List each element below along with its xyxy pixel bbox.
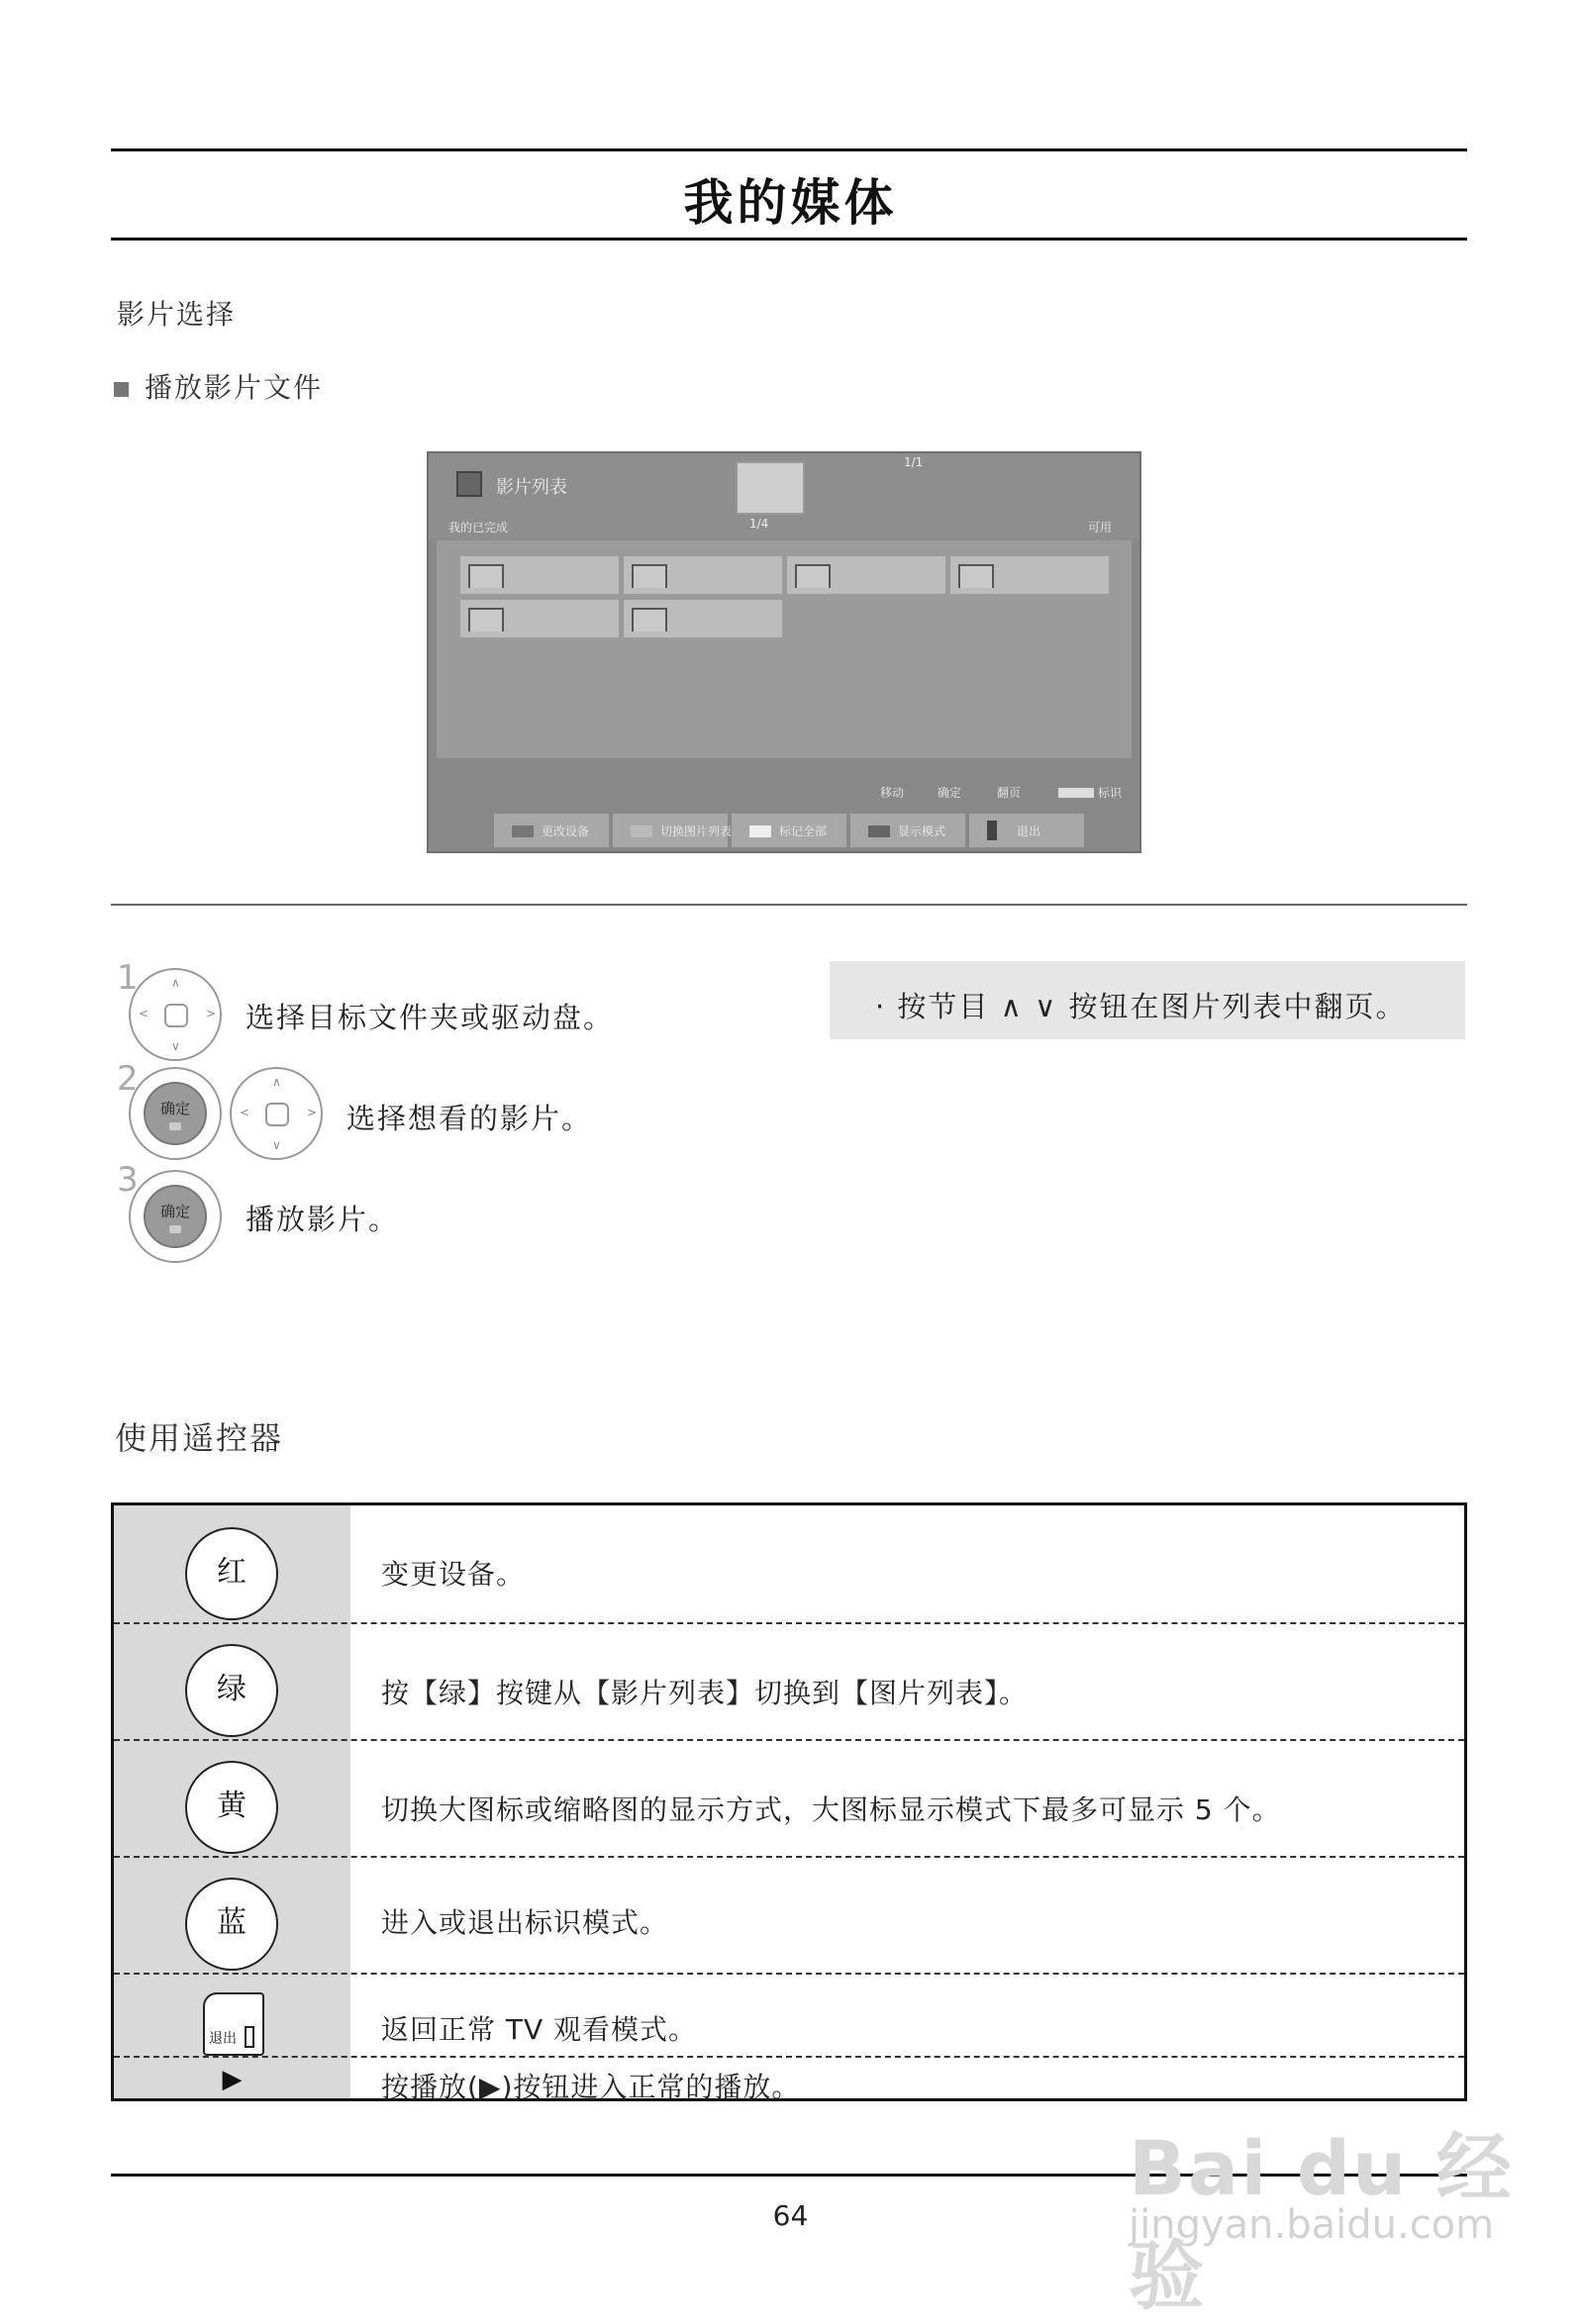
green-button-icon: 绿 <box>185 1644 278 1737</box>
folder-item[interactable] <box>624 600 782 637</box>
hint-mark: 标识 <box>1098 786 1123 800</box>
step-number: 1 <box>117 958 139 998</box>
title-underline <box>111 238 1467 241</box>
btn-mark-all[interactable]: 标记全部 <box>732 814 846 847</box>
btn-display-mode[interactable]: 显示模式 <box>850 814 965 847</box>
screen-path: 我的已完成 <box>448 521 509 534</box>
ok-button-icon: 确定 <box>129 1067 222 1160</box>
folder-icon <box>468 608 504 631</box>
folder-item[interactable] <box>624 556 782 594</box>
section-divider <box>111 904 1467 906</box>
step-number: 2 <box>117 1059 139 1099</box>
step-number: 3 <box>117 1160 139 1200</box>
yellow-button-icon: 黄 <box>185 1761 278 1854</box>
row-separator <box>114 1856 1464 1858</box>
remote-desc-play: 按播放(▶)按钮进入正常的播放。 <box>381 2071 801 2103</box>
ok-button-icon: 确定 <box>129 1170 222 1263</box>
btn-exit[interactable]: 退出 <box>969 814 1084 847</box>
hint-page: 翻页 <box>997 786 1022 800</box>
dpad-icon: ∧ ∨ < > <box>230 1067 323 1160</box>
section-heading-movie-select: 影片选择 <box>117 298 237 331</box>
blue-button-icon: 蓝 <box>185 1878 278 1971</box>
folder-icon <box>632 608 667 631</box>
btn-switch-photo-list[interactable]: 切换图片列表 <box>613 814 728 847</box>
bullet-square-icon <box>114 382 129 397</box>
folder-icon <box>632 564 667 588</box>
screen-title: 影片列表 <box>496 477 567 498</box>
movie-list-screenshot <box>427 451 1141 853</box>
remote-desc-blue: 进入或退出标识模式。 <box>381 1906 669 1939</box>
section-heading-remote: 使用遥控器 <box>115 1419 284 1457</box>
folder-item[interactable] <box>460 556 619 594</box>
step-3-text: 播放影片。 <box>246 1203 400 1236</box>
right-label: 可用 <box>1088 521 1113 534</box>
top-label: 1/1 <box>904 455 924 469</box>
blue-swatch <box>868 825 890 837</box>
dpad-icon: ∧ ∨ < > <box>129 968 222 1061</box>
bullet-text: 播放影片文件 <box>145 371 324 404</box>
row-separator <box>114 1622 1464 1624</box>
remote-desc-green: 按【绿】按键从【影片列表】切换到【图片列表】。 <box>381 1677 1029 1709</box>
exit-button-icon: 退出 <box>203 1992 264 2056</box>
remote-desc-yellow: 切换大图标或缩略图的显示方式，大图标显示模式下最多可显示 5 个。 <box>381 1793 1281 1826</box>
step-1-text: 选择目标文件夹或驱动盘。 <box>246 1001 615 1034</box>
folder-item[interactable] <box>950 556 1109 594</box>
red-swatch <box>512 825 534 837</box>
watermark-logo: Bai du 经验 <box>1129 2124 1514 2320</box>
row-separator <box>114 1739 1464 1741</box>
btn-change-device[interactable]: 更改设备 <box>494 814 609 847</box>
top-rule <box>111 148 1467 151</box>
exit-swatch <box>987 821 997 840</box>
folder-item[interactable] <box>787 556 945 594</box>
row-separator <box>114 2056 1464 2058</box>
preview-folder-icon <box>736 461 805 515</box>
bullet-play-movie <box>114 366 323 406</box>
step-2-text: 选择想看的影片。 <box>346 1102 593 1135</box>
hint-move: 移动 <box>880 786 905 800</box>
red-button-icon: 红 <box>185 1527 278 1620</box>
folder-icon <box>468 564 504 588</box>
hint-mark-swatch <box>1058 788 1094 798</box>
page-title: 我的媒体 <box>683 174 898 232</box>
page-number: 64 <box>772 2199 809 2232</box>
hint-ok: 确定 <box>938 786 962 800</box>
page-turn-note: · 按节目 ∧ ∨ 按钮在图片列表中翻页。 <box>830 961 1465 1039</box>
folder-icon <box>795 564 831 588</box>
remote-desc-exit: 返回正常 TV 观看模式。 <box>381 2013 698 2046</box>
folder-item[interactable] <box>460 600 619 637</box>
remote-table <box>111 1502 1467 2101</box>
movie-list-icon <box>456 471 482 497</box>
remote-desc-red: 变更设备。 <box>381 1558 526 1591</box>
green-swatch <box>631 825 652 837</box>
folder-icon <box>958 564 994 588</box>
yellow-swatch <box>749 825 771 837</box>
center-label: 1/4 <box>749 517 769 531</box>
play-button-icon: ▶ <box>222 2065 243 2094</box>
row-separator <box>114 1973 1464 1975</box>
watermark-url: jingyan.baidu.com <box>1129 2202 1495 2248</box>
